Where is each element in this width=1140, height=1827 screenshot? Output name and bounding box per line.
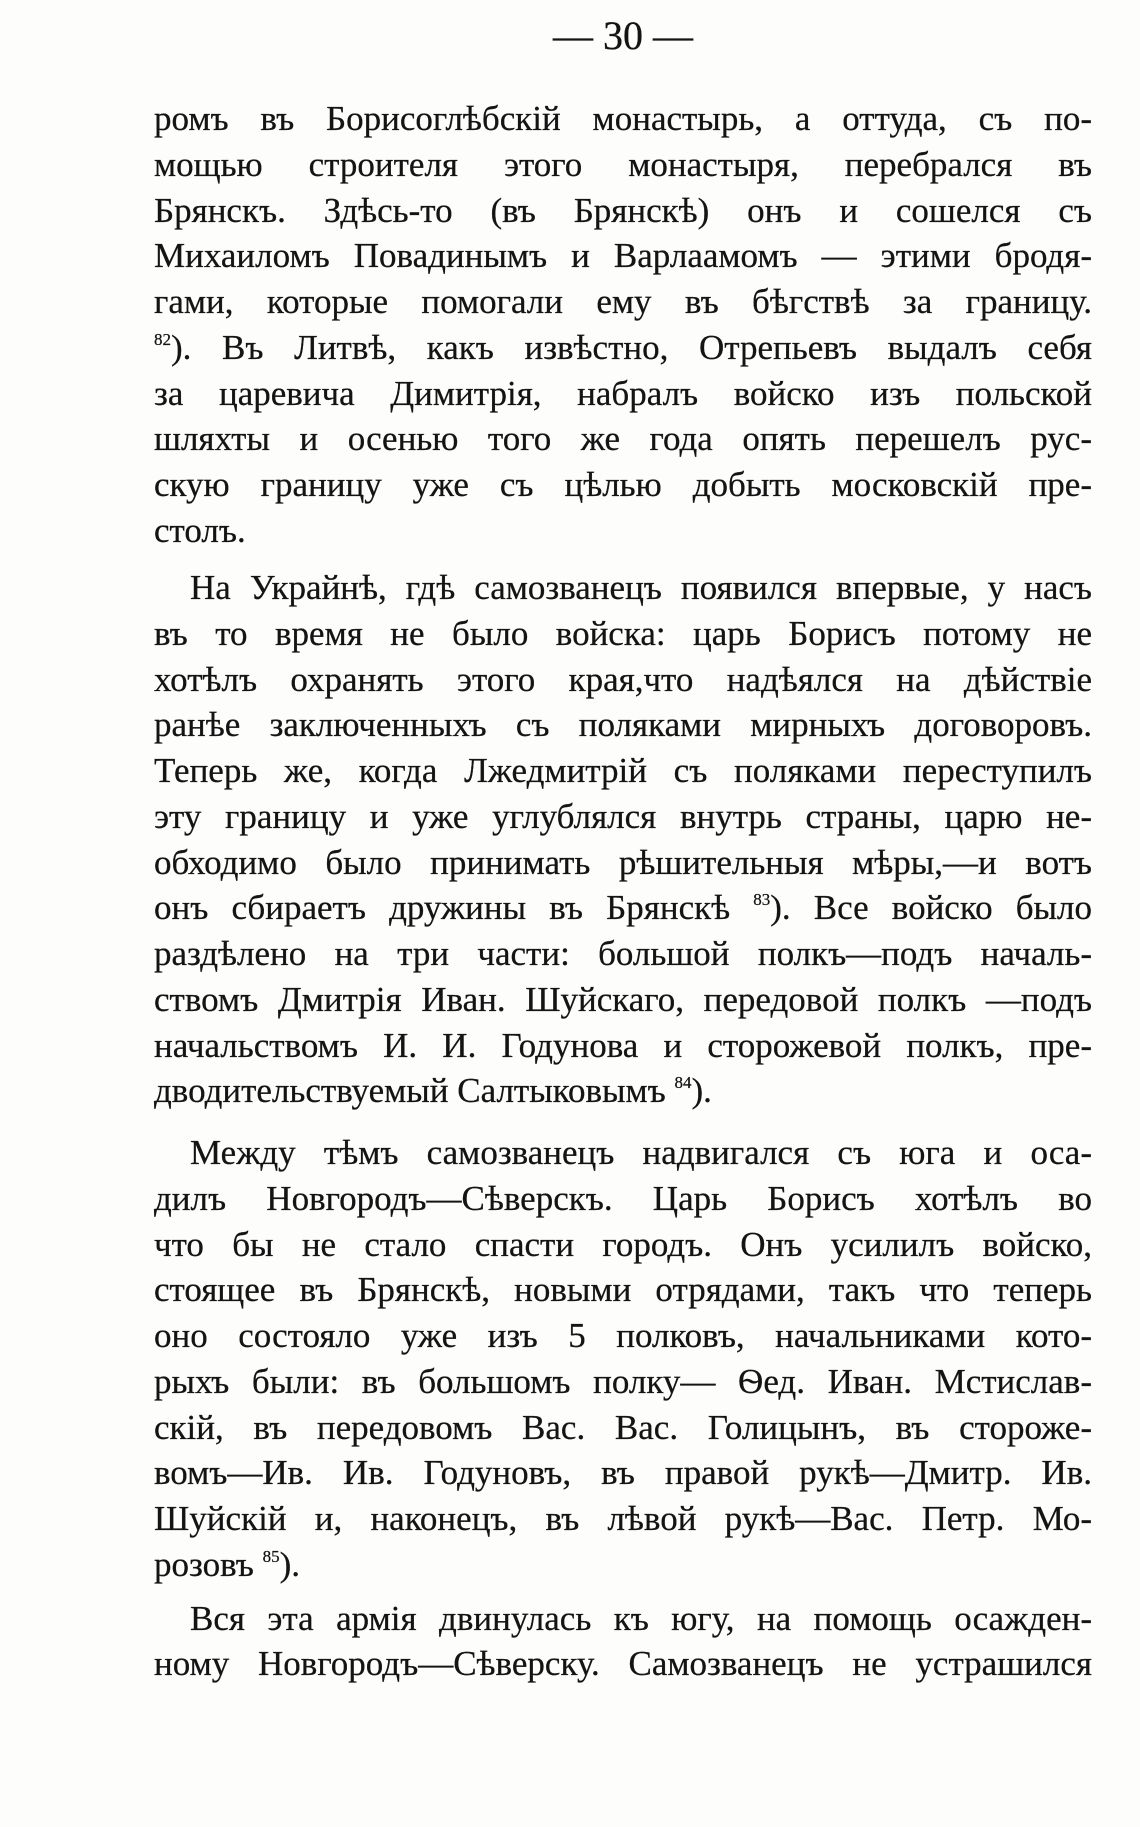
text-line: скую границу уже съ цѣлью добыть московскій пре- [154, 465, 1092, 504]
paragraph-4 [154, 1596, 1092, 1688]
paragraph-2 [154, 565, 1092, 1114]
text-line: стоящее въ Брянскѣ, новыми отрядами, такъ что теперь [154, 1270, 1092, 1310]
text-line: эту границу и уже углублялся внутрь страны, царю не- [154, 796, 1092, 836]
text-line: гами, которые помогали ему въ бѣгствѣ за границу. [154, 282, 1092, 321]
line-text: розовъ [154, 1544, 263, 1584]
text-line: ствомъ Дмитрія Иван. Шуйскаго, передовой полкъ —подъ [154, 979, 1092, 1019]
text-line: Михаиломъ Повадинымъ и Варлаамомъ — этими бродя- [154, 236, 1092, 276]
text-line: оно состояло уже изъ 5 полковъ, начальниками кото- [154, 1316, 1092, 1355]
text-line: что бы не стало спасти городъ. Онъ усилилъ войско, [154, 1224, 1092, 1264]
text-line: скій, въ передовомъ Вас. Вас. Голицынъ, въ стороже- [154, 1407, 1092, 1447]
line-text: ). [691, 1071, 712, 1111]
line-text: ). Все войско было [770, 888, 1092, 928]
footnote-ref: 83 [753, 890, 771, 910]
text-line: хотѣлъ охранять этого края,что надѣялся на дѣйствіе [154, 659, 1092, 699]
footnote-ref: 84 [674, 1073, 692, 1093]
text-line [154, 325, 1092, 371]
footnote-ref: 85 [262, 1546, 280, 1566]
footnote-ref: 82 [154, 329, 171, 349]
text-line [154, 1068, 1092, 1114]
text-line: Вся эта армія двинулась къ югу, на помощь осажден- [190, 1598, 1092, 1638]
paragraph-1 [154, 96, 1092, 554]
text-line: На Украйнѣ, гдѣ самозванецъ появился впервые, у насъ [190, 568, 1092, 607]
line-text: ). [279, 1544, 301, 1584]
text-line: дилъ Новгородъ—Сѣверскъ. Царь Борисъ хотѣлъ во [154, 1178, 1092, 1218]
text-line: за царевича Димитрія, набралъ войско изъ польской [154, 373, 1092, 413]
text-line: вомъ—Ив. Ив. Годуновъ, въ правой рукѣ—Дмитр. Ив. [154, 1453, 1092, 1493]
text-line: начальствомъ И. И. Годунова и сторожевой полкъ, пре- [154, 1025, 1092, 1065]
text-line: столъ. [154, 510, 246, 550]
text-line: шляхты и осенью того же года опять перешелъ рус- [154, 419, 1092, 459]
text-line [154, 885, 1092, 931]
text-line: Между тѣмъ самозванецъ надвигался съ юга и оса- [190, 1133, 1092, 1172]
text-line: ромъ въ Борисоглѣбскій монастырь, а оттуда, съ по- [154, 99, 1092, 138]
text-line: Теперь же, когда Лжедмитрій съ поляками переступилъ [154, 751, 1092, 790]
line-text: дводительствуемый Салтыковымъ [154, 1071, 675, 1111]
text-line: ному Новгородъ—Сѣверску. Самозванецъ не устрашился [154, 1644, 1092, 1684]
text-line: обходимо было принимать рѣшительныя мѣры,—и вотъ [154, 842, 1092, 882]
text-line: Шуйскій и, наконецъ, въ лѣвой рукѣ—Вас. Петр. Мо- [154, 1499, 1092, 1538]
line-text: онъ сбираетъ дружины въ Брянскѣ [154, 888, 754, 928]
text-line: раздѣлено на три части: большой полкъ—подъ началь- [154, 934, 1092, 973]
text-line [154, 1542, 1092, 1588]
page-number: — 30 — [553, 13, 693, 58]
text-line: ранѣе заключенныхъ съ поляками мирныхъ договоровъ. [154, 705, 1092, 745]
paragraph-3 [154, 1130, 1092, 1588]
page-text [154, 96, 1092, 1687]
text-line: мощью строителя этого монастыря, перебрался въ [154, 144, 1092, 184]
text-line: рыхъ были: въ большомъ полку— Ѳед. Иван. Мстислав- [154, 1361, 1092, 1401]
line-text: ). Въ Литвѣ, какъ извѣстно, Отрепьевъ выдалъ себя [171, 327, 1092, 367]
text-line: Брянскъ. Здѣсь-то (въ Брянскѣ) онъ и сошелся съ [154, 190, 1092, 230]
text-line: въ то время не было войска: царь Борисъ потому не [154, 613, 1092, 653]
